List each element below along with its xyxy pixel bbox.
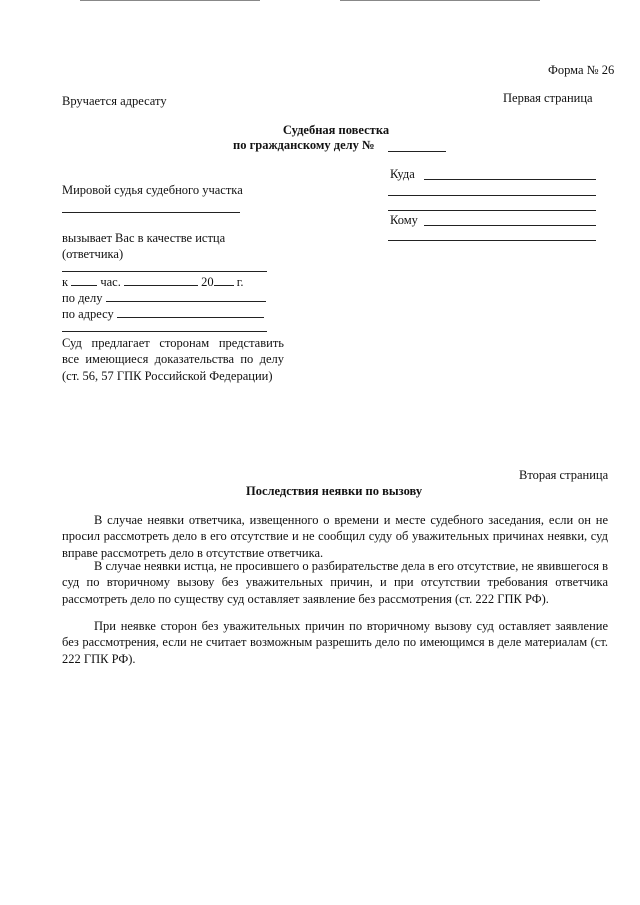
year-suffix: г. <box>236 275 244 289</box>
year-field[interactable] <box>214 275 234 286</box>
summons-text: вызывает Вас в качестве истца (ответчика) <box>62 231 226 262</box>
case-field[interactable] <box>106 291 266 302</box>
to-whom-field-line[interactable] <box>388 240 596 241</box>
case-number-field[interactable] <box>388 151 446 152</box>
year-prefix: 20 <box>201 275 214 289</box>
judge-label: Мировой судья судебного участка <box>62 183 243 197</box>
summons-separator <box>62 271 267 272</box>
consequences-title: Последствия неявки по вызову <box>246 484 423 498</box>
address-field[interactable] <box>117 307 264 318</box>
day-field[interactable] <box>71 275 97 286</box>
hour-field[interactable] <box>124 275 198 286</box>
scan-edge-line <box>80 0 260 1</box>
to-whom-label: Кому <box>390 213 418 227</box>
address-line <box>62 306 264 322</box>
paragraph-2: В случае неявки истца, не просившего о разбирательстве дела в его отсутствие, не явившегося в суд по вторичному вызову без уважительных причин, и при отсутствии требования ответчика рассмотреть дело по существу суд оставляет заявление без рассмотрения (ст. 222 ГПК РФ). <box>62 559 608 606</box>
paragraph-1: В случае неявки ответчика, извещенного о времени и месте судебного заседания, если он не просил рассмотреть дело в его отсутствие и не сообщил суду об уважительных причинах неявки, суд вправе рассмотреть дело в отсутствие ответчика. <box>62 513 608 560</box>
where-label: Куда <box>390 167 415 181</box>
date-time-line <box>62 274 244 290</box>
summons-subtitle: по гражданскому делу № <box>233 138 375 152</box>
where-field[interactable] <box>424 179 596 180</box>
case-label: по делу <box>62 291 103 305</box>
address-label: по адресу <box>62 307 114 321</box>
where-field-line[interactable] <box>388 210 596 211</box>
summons-title: Судебная повестка <box>282 123 390 137</box>
second-page-label: Вторая страница <box>519 468 609 482</box>
first-page-label: Первая страница <box>503 91 593 105</box>
evidence-text: Суд предлагает сторонам представить все имеющиеся доказательства по делу (ст. 56, 57 ГПК Российской Федерации) <box>62 336 284 383</box>
where-field-line[interactable] <box>388 195 596 196</box>
scan-edge-line <box>340 0 540 1</box>
paragraph-3: При неявке сторон без уважительных причин по вторичному вызову суд оставляет заявление без рассмотрения, если не считает возможным разрешить дело по имеющимся в деле материалам (ст. 222 ГПК РФ). <box>62 619 608 666</box>
form-number: Форма № 26 <box>548 63 615 77</box>
court-district-field[interactable] <box>62 212 240 213</box>
case-line <box>62 290 266 306</box>
hour-label: час. <box>100 275 121 289</box>
to-whom-field[interactable] <box>424 225 596 226</box>
address-field-line[interactable] <box>62 331 267 332</box>
addressee-note: Вручается адресату <box>62 94 167 108</box>
date-prefix: к <box>62 275 69 289</box>
